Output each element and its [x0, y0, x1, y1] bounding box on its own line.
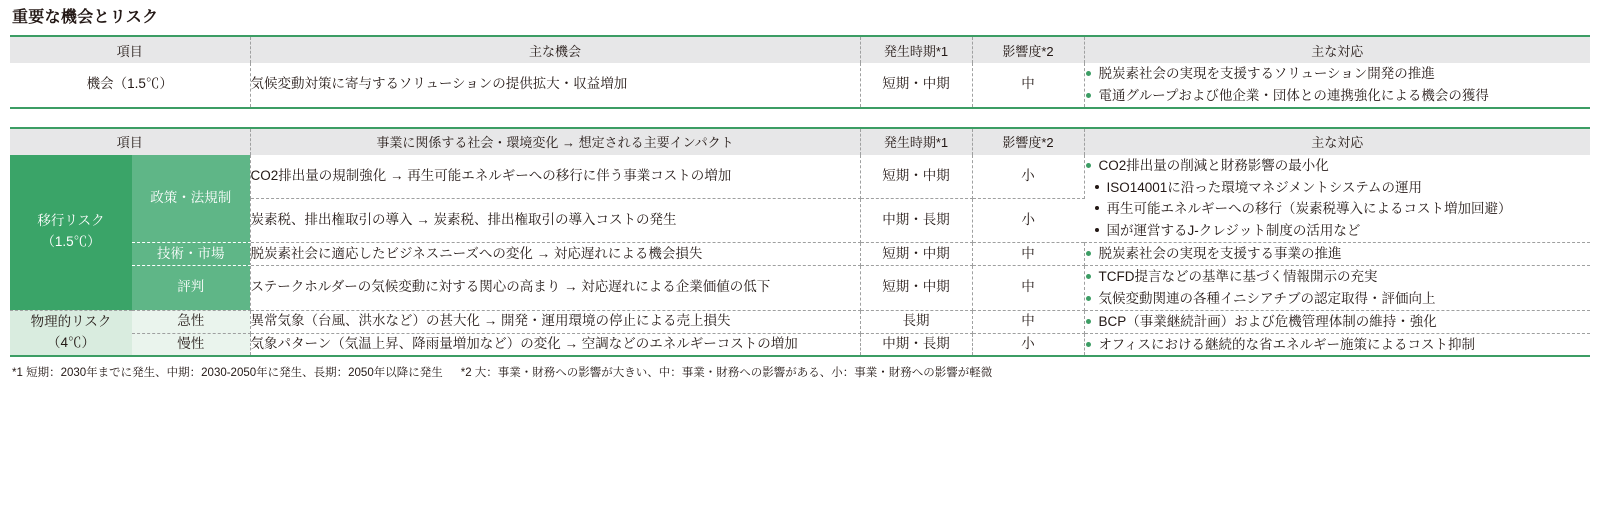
risk-subgroup-technology: 技術・市場 [132, 243, 250, 266]
risk-header-response: 主な対応 [1084, 128, 1590, 155]
table-spacer [10, 109, 1590, 127]
list-item: BCP（事業継続計画）および危機管理体制の維持・強化 [1085, 311, 1591, 333]
risk-response [1084, 310, 1590, 333]
list-item: 国が運営するJ-クレジット制度の活用など [1085, 220, 1591, 242]
list-item: 再生可能エネルギーへの移行（炭素税導入によるコスト増加回避） [1085, 198, 1591, 220]
risk-response [1084, 155, 1590, 243]
risk-impact: 中 [972, 310, 1084, 333]
opportunity-table-header-row [10, 36, 1590, 63]
risk-response [1084, 333, 1590, 356]
footnote [10, 357, 1590, 382]
risk-timing: 中期・長期 [860, 198, 972, 242]
opportunity-header-timing: 発生時期*1 [860, 36, 972, 63]
opportunity-header-response: 主な対応 [1084, 36, 1590, 63]
risk-impact: 小 [972, 198, 1084, 242]
table-row [10, 155, 1590, 198]
risk-detail: ステークホルダーの気候変動に対する関心の高まり → 対応遅れによる企業価値の低下 [250, 266, 860, 311]
risk-subgroup-policy: 政策・法規制 [132, 155, 250, 243]
opportunity-header-detail: 主な機会 [250, 36, 860, 63]
risk-detail: 脱炭素社会に適応したビジネスニーズへの変化 → 対応遅れによる機会損失 [250, 243, 860, 266]
list-item: TCFD提言などの基準に基づく情報開示の充実 [1085, 266, 1591, 288]
page-title: 重要な機会とリスク [12, 9, 159, 26]
opportunity-response [1084, 63, 1590, 108]
opportunity-header-impact: 影響度*2 [972, 36, 1084, 63]
risk-timing: 長期 [860, 310, 972, 333]
risk-subgroup-acute: 急性 [132, 310, 250, 333]
risk-group-transition-label: 移行リスク （1.5℃） [37, 213, 105, 250]
risk-timing: 短期・中期 [860, 266, 972, 311]
risk-header-timing: 発生時期*1 [860, 128, 972, 155]
risk-header-item: 項目 [10, 128, 250, 155]
risk-group-physical-label: 物理的リスク （4℃） [30, 314, 112, 351]
risk-table-header-row [10, 128, 1590, 155]
list-item: オフィスにおける継続的な省エネルギー施策によるコスト抑制 [1085, 334, 1591, 356]
risk-header-detail: 事業に関係する社会・環境変化 → 想定される主要インパクト [250, 128, 860, 155]
risk-timing: 短期・中期 [860, 243, 972, 266]
table-row [10, 243, 1590, 266]
risk-detail: CO2排出量の規制強化 → 再生可能エネルギーへの移行に伴う事業コストの増加 [250, 155, 860, 198]
risk-timing: 短期・中期 [860, 155, 972, 198]
table-row [10, 266, 1590, 311]
list-item: CO2排出量の削減と財務影響の最小化 [1085, 155, 1591, 177]
risk-table [10, 127, 1590, 358]
opportunity-item: 機会（1.5℃） [10, 63, 250, 108]
opportunity-impact: 中 [972, 63, 1084, 108]
risk-impact: 中 [972, 243, 1084, 266]
risk-impact: 小 [972, 155, 1084, 198]
risk-subgroup-reputation: 評判 [132, 266, 250, 311]
risk-detail: 異常気象（台風、洪水など）の甚大化 → 開発・運用環境の停止による売上損失 [250, 310, 860, 333]
risk-response [1084, 243, 1590, 266]
risk-response [1084, 266, 1590, 311]
opportunity-table [10, 35, 1590, 109]
risk-timing: 中期・長期 [860, 333, 972, 356]
opportunity-header-item: 項目 [10, 36, 250, 63]
risk-impact: 小 [972, 333, 1084, 356]
list-item: 脱炭素社会の実現を支援するソリューション開発の推進 [1085, 63, 1591, 85]
list-item: 気候変動関連の各種イニシアチブの認定取得・評価向上 [1085, 288, 1591, 310]
footnote-part2: *2 大：事業・財務への影響が大きい、中：事業・財務への影響がある、小：事業・財務への影響が軽微 [460, 367, 993, 380]
risk-detail: 炭素税、排出権取引の導入 → 炭素税、排出権取引の導入コストの発生 [250, 198, 860, 242]
list-item: 電通グループおよび他企業・団体との連携強化による機会の獲得 [1085, 85, 1591, 107]
risk-detail: 気象パターン（気温上昇、降雨量増加など）の変化 → 空調などのエネルギーコストの増加 [250, 333, 860, 356]
table-row [10, 310, 1590, 333]
table-row [10, 63, 1590, 108]
footnote-part1: *1 短期：2030年までに発生、中期：2030-2050年に発生、長期：2050年以降に発生 [12, 367, 443, 380]
risk-group-transition [10, 155, 132, 311]
opportunity-detail: 気候変動対策に寄与するソリューションの提供拡大・収益増加 [250, 63, 860, 108]
risk-subgroup-chronic: 慢性 [132, 333, 250, 356]
list-item: ISO14001に沿った環境マネジメントシステムの運用 [1085, 177, 1591, 199]
list-item: 脱炭素社会の実現を支援する事業の推進 [1085, 243, 1591, 265]
risk-header-impact: 影響度*2 [972, 128, 1084, 155]
risk-impact: 中 [972, 266, 1084, 311]
opportunity-timing: 短期・中期 [860, 63, 972, 108]
risk-group-physical [10, 310, 132, 356]
table-row [10, 333, 1590, 356]
